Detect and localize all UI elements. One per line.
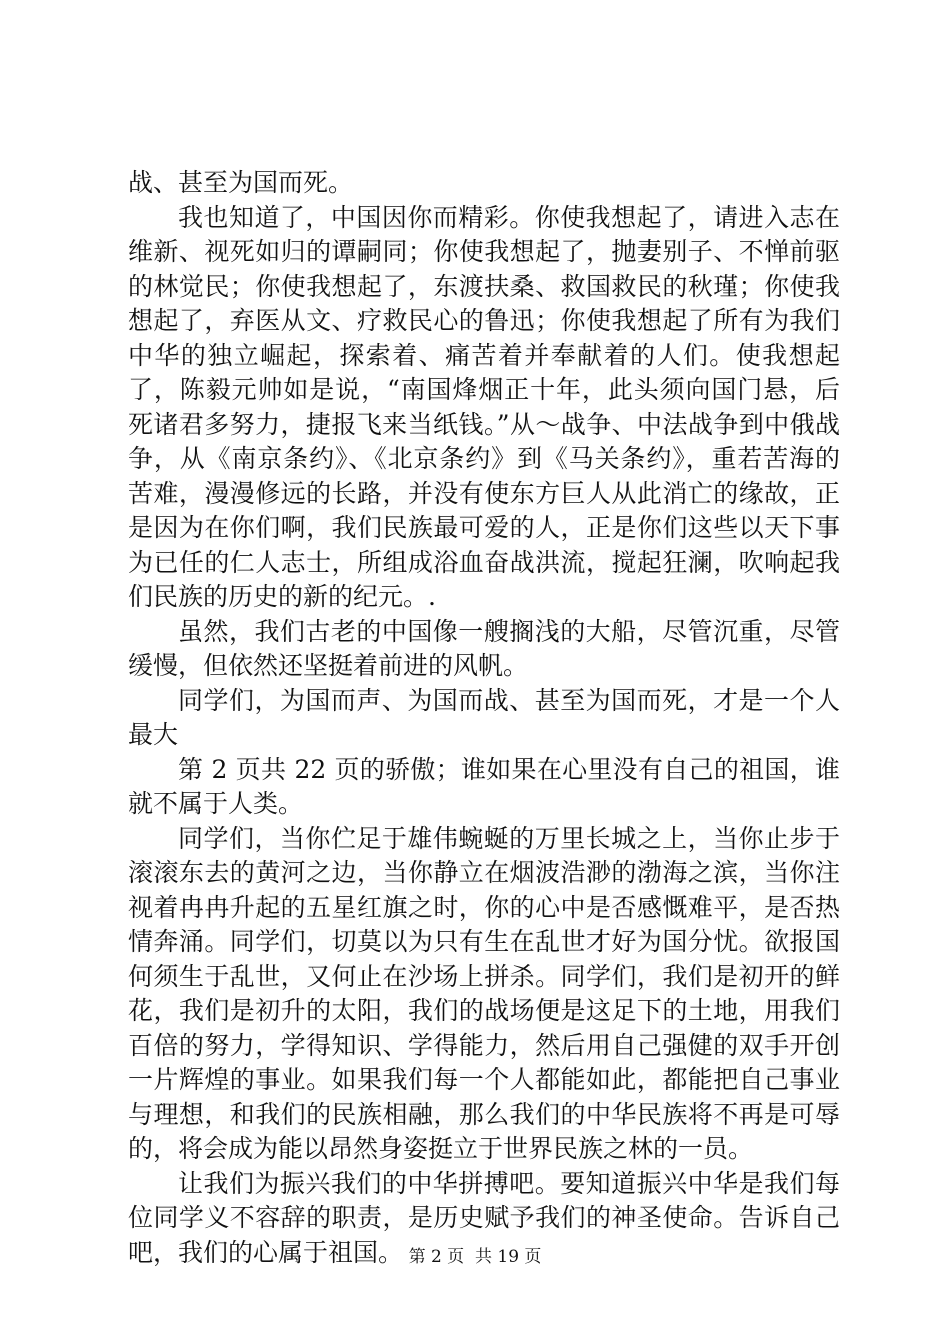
paragraph: 让我们为振兴我们的中华拼搏吧。要知道振兴中华是我们每位同学义不容辞的职责，是历史赋予我们的神圣使命。告诉自己吧，我们的心属于祖国。 <box>128 1168 840 1267</box>
document-body <box>128 166 840 1270</box>
paragraph: 虽然，我们古老的中国像一艘搁浅的大船，尽管沉重，尽管缓慢，但依然还坚挺着前进的风帆。 <box>128 616 840 680</box>
paragraph: 战、甚至为国而死。 <box>128 168 354 197</box>
paragraph: 同学们，为国而声、为国而战、甚至为国而死，才是一个人最大 <box>128 685 840 749</box>
paragraph: 我也知道了，中国因你而精彩。你使我想起了，请进入志在维新、视死如归的谭嗣同；你使我想起了，抛妻别子、不惮前驱的林觉民；你使我想起了，东渡扶桑、救国救民的秋瑾；你使我想起了，弃医从文、疗救民心的鲁迅；你使我想起了所有为我们中华的独立崛起，探索着、痛苦着并奉献着的人们。使我想起了，陈毅元帅如是说，“南国烽烟正十年，此头须向国门悬，后死诸君多努力，捷报飞来当纸钱。”从～战争、中法战争到中俄战争，从《南京条约》、《北京条约》到《马关条约》，重若苦海的苦难，漫漫修远的长路，并没有使东方巨人从此消亡的缘故，正是因为在你们啊，我们民族最可爱的人，正是你们这些以天下事为已任的仁人志士，所组成浴血奋战洪流，搅起狂澜，吹响起我们民族的历史的新的纪元。. <box>128 202 840 611</box>
page-footer: 第 2 页 共 19 页 <box>408 1247 542 1267</box>
paragraph: 第 2 页共 22 页的骄傲；谁如果在心里没有自己的祖国，谁就不属于人类。 <box>128 754 840 818</box>
paragraph: 同学们，当你伫足于雄伟蜿蜒的万里长城之上，当你止步于滚滚东去的黄河之边，当你静立在烟波浩渺的渤海之滨，当你注视着冉冉升起的五星红旗之时，你的心中是否感慨难平，是否热情奔涌。同学们，切莫以为只有生在乱世才好为国分忧。欲报国何须生于乱世，又何止在沙场上拼杀。同学们，我们是初开的鲜花，我们是初升的太阳，我们的战场便是这足下的土地，用我们百倍的努力，学得知识、学得能力，然后用自己强健的双手开创一片辉煌的事业。如果我们每一个人都能如此，都能把自己事业与理想，和我们的民族相融，那么我们的中华民族将不再是可辱的，将会成为能以昂然身姿挺立于世界民族之林的一员。 <box>128 823 840 1163</box>
